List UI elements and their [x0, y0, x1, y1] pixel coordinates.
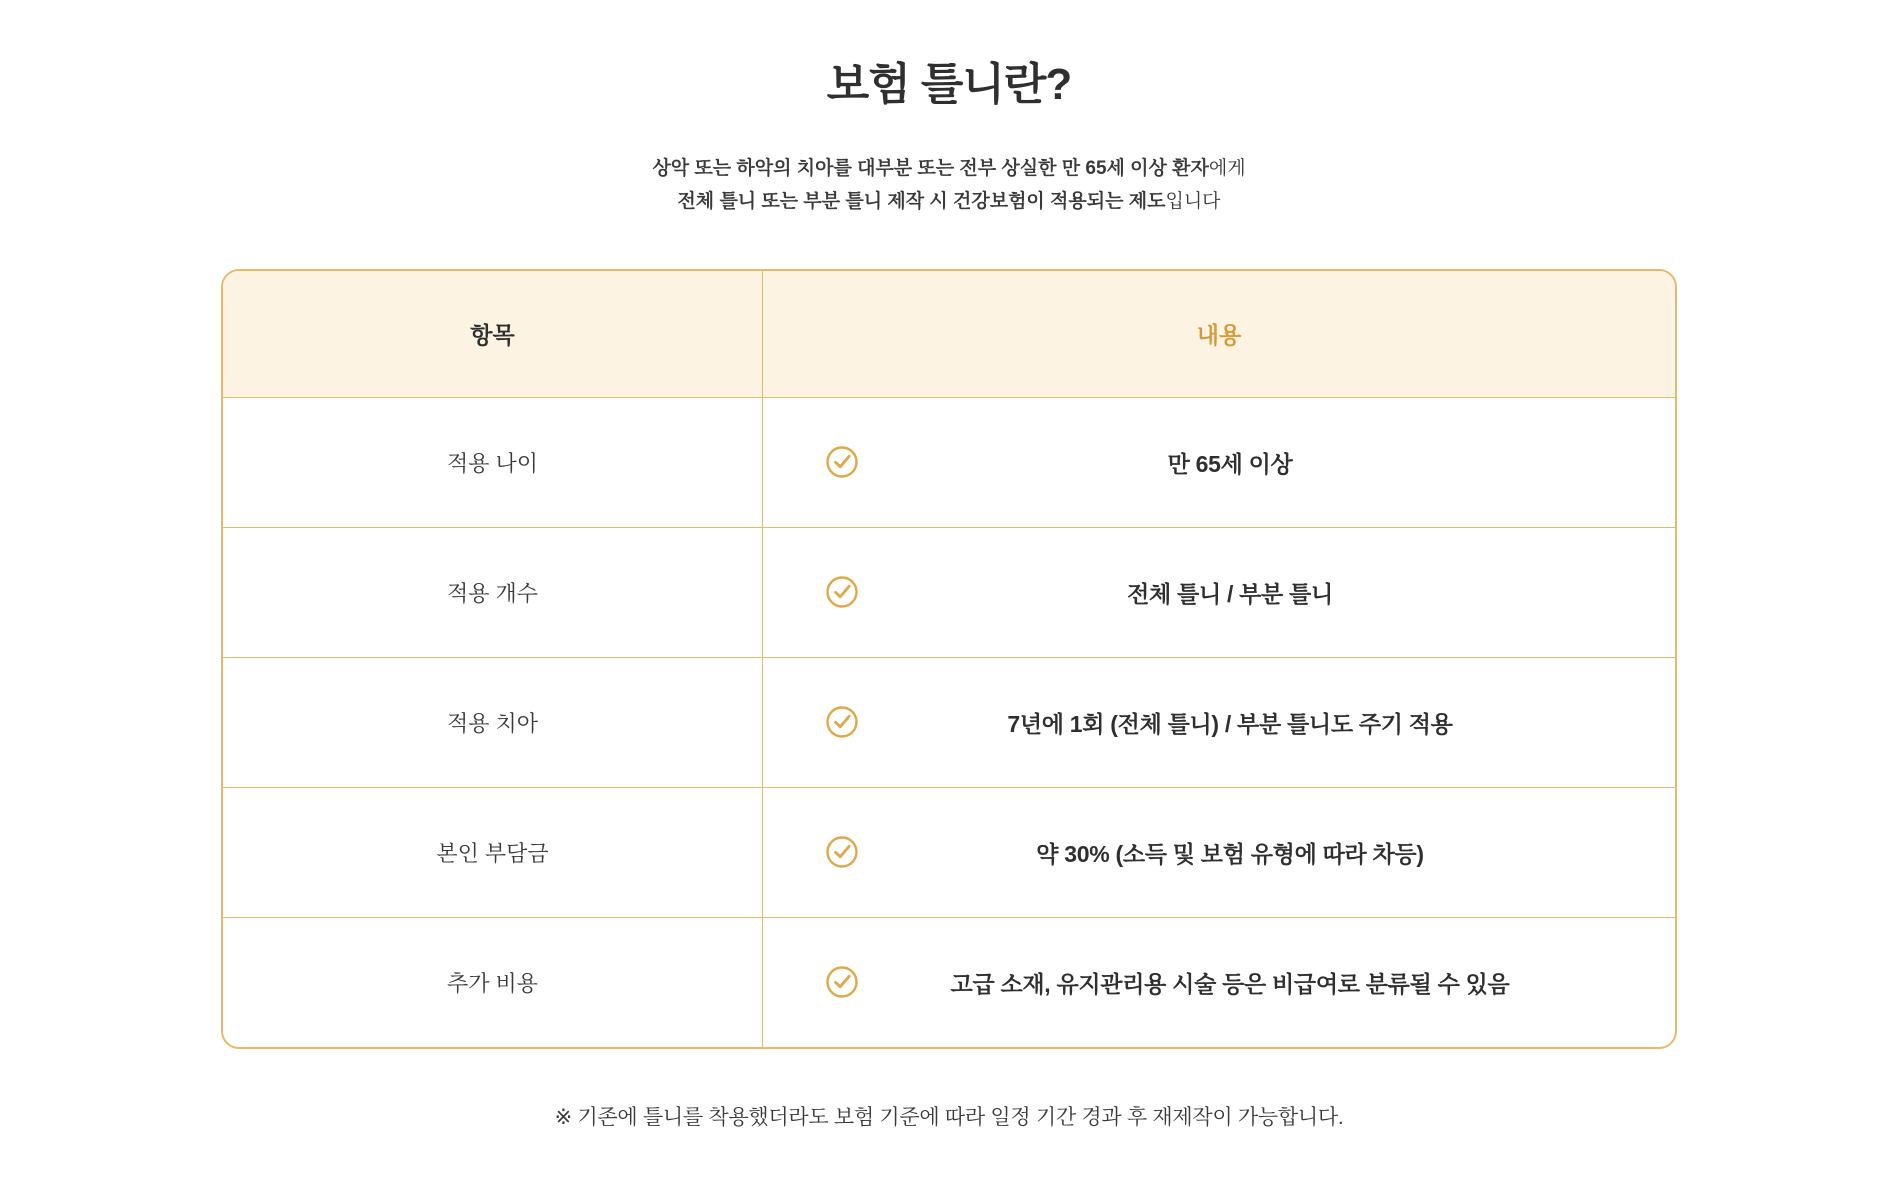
- subtitle-line-2-tail: 입니다: [1165, 191, 1221, 213]
- page-title: 보험 틀니란?: [826, 60, 1072, 109]
- table-cell-value: [763, 528, 1675, 657]
- row-value: 약 30% (소득 및 보험 유형에 따라 차등): [1036, 840, 1424, 867]
- check-circle-icon: [825, 445, 859, 479]
- row-value-wrap: [869, 706, 1635, 739]
- insurance-denture-table: [221, 269, 1677, 1049]
- subtitle-line-2-bold: 전체 틀니 또는 부분 틀니 제작 시 건강보험이 적용되는 제도: [677, 191, 1166, 213]
- table-header-row: [223, 271, 1675, 397]
- check-circle-icon: [825, 965, 859, 999]
- footnote: ※ 기존에 틀니를 착용했더라도 보험 기준에 따라 일정 기간 경과 후 재제작이 가능합니다.: [554, 1105, 1344, 1129]
- row-value: 만 65세 이상: [1167, 450, 1293, 477]
- check-circle-icon: [825, 575, 859, 609]
- row-value-wrap: [869, 576, 1635, 609]
- table-cell-value: [763, 918, 1675, 1047]
- table-cell-value: [763, 788, 1675, 917]
- subtitle-line-2: [652, 185, 1245, 218]
- row-label: 적용 나이: [446, 450, 539, 476]
- row-label: 적용 개수: [446, 580, 539, 606]
- table-header-cell-item: [223, 271, 763, 397]
- table-cell-value: [763, 398, 1675, 527]
- subtitle-line-1: [652, 152, 1245, 185]
- table-row: [223, 917, 1675, 1047]
- table-row: [223, 787, 1675, 917]
- table-header-label-content: 내용: [1196, 322, 1242, 348]
- table-header-cell-content: [763, 271, 1675, 397]
- row-value: 전체 틀니 / 부분 틀니: [1127, 580, 1333, 607]
- row-value: 7년에 1회 (전체 틀니) / 부분 틀니도 주기 적용: [1007, 710, 1453, 737]
- table-row: [223, 657, 1675, 787]
- table-row: [223, 397, 1675, 527]
- table-row: [223, 527, 1675, 657]
- table-header-label-item: 항목: [470, 322, 515, 348]
- row-value-wrap: [869, 836, 1635, 869]
- table-cell-label: [223, 918, 763, 1047]
- page-subtitle: [652, 152, 1245, 219]
- row-value-wrap: [869, 446, 1635, 479]
- check-circle-icon: [825, 705, 859, 739]
- check-circle-icon: [825, 835, 859, 869]
- table-cell-label: [223, 398, 763, 527]
- row-value: 고급 소재, 유지관리용 시술 등은 비급여로 분류될 수 있음: [950, 970, 1510, 997]
- row-value-wrap: [869, 966, 1635, 999]
- subtitle-line-1-tail: 에게: [1208, 158, 1246, 179]
- table-cell-label: [223, 528, 763, 657]
- table-cell-value: [763, 658, 1675, 787]
- row-label: 적용 치아: [446, 710, 539, 736]
- row-label: 추가 비용: [446, 970, 539, 996]
- subtitle-line-1-bold: 상악 또는 하악의 치아를 대부분 또는 전부 상실한 만 65세 이상 환자: [652, 158, 1209, 179]
- table-cell-label: [223, 788, 763, 917]
- table-cell-label: [223, 658, 763, 787]
- row-label: 본인 부담금: [436, 840, 549, 866]
